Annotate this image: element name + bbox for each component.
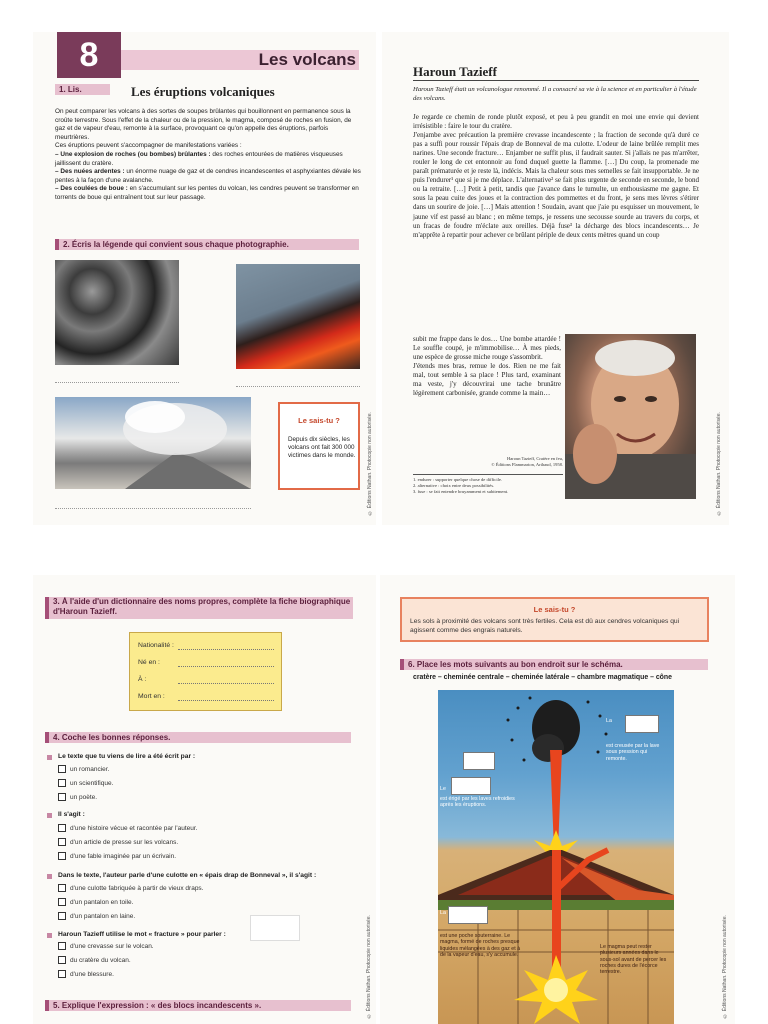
magma-description: Le magma peut rester plusieurs années dans le sous-sol avant de percer les roches dures de l'écorce terrestre. (600, 944, 667, 976)
copyright-note: © Éditions Nathan. Photocopie non autorisée. (716, 412, 722, 516)
nationality-field[interactable] (178, 649, 274, 650)
page-les-volcans (33, 32, 376, 525)
story-paragraph-4: J'étends mes bras, remue le dos. Rien ne me fait mal, tout semble à sa place ! Plus tard, examinant ma veste, j'y découvrirai une tache brunâtre légèrement carbonisée, grande comme la main… (413, 362, 561, 398)
footnote-2: 2. alternative : choix entre deux possibilités. (413, 483, 495, 488)
checkbox[interactable] (58, 912, 66, 920)
fiche-place: À : (138, 676, 147, 683)
chapter-title: Les volcans (258, 50, 356, 69)
fiche-nationality: Nationalité : (138, 642, 174, 649)
option-cratere[interactable]: du cratère du volcan. (58, 956, 131, 966)
checkbox[interactable] (58, 942, 66, 950)
checkbox[interactable] (58, 956, 66, 964)
tazieff-portrait-photo (565, 334, 696, 499)
died-field[interactable] (178, 700, 274, 701)
story-paragraph-3: subit me frappe dans le dos… Une bombe attardée ! Le souffle coupé, je m'immobilise… À mes pieds, une espèce de grosse miche rouge s'assombrit. (413, 335, 561, 362)
place-field[interactable] (178, 683, 274, 684)
option-crevasse[interactable]: d'une crevasse sur le volcan. (58, 942, 154, 952)
bullet-square (47, 755, 52, 760)
page-haroun-tazieff (382, 32, 729, 525)
option-fable[interactable]: d'une fable imaginée par un écrivain. (58, 852, 176, 862)
checkbox[interactable] (58, 898, 66, 906)
portrait-figure (565, 334, 696, 499)
cone-description: est érigé par les laves refroidies après les éruptions. (440, 796, 515, 809)
checkbox[interactable] (58, 852, 66, 860)
group3-question: Dans le texte, l'auteur parle d'une culotte en « épais drap de Bonneval », il s'agit : (58, 872, 317, 879)
footnote-1: 1. endurer : supporter quelque chose de difficile. (413, 477, 503, 482)
footnote-3: 3. fuse : se fait entendre bruyamment et subitement. (413, 489, 509, 494)
checkbox[interactable] (58, 765, 66, 773)
label-la-chamber: La (440, 910, 446, 916)
bullet-square (47, 813, 52, 818)
question-6-label: 6. Place les mots suivants au bon endroit sur le schéma. (400, 659, 708, 670)
checkbox[interactable] (58, 884, 66, 892)
checkbox[interactable] (58, 824, 66, 832)
did-you-know-box (278, 402, 360, 490)
crater-description: est creusée par la lave sous pression qui remonte. (606, 743, 660, 762)
bullet-square (47, 874, 52, 879)
option-blessure[interactable]: d'une blessure. (58, 970, 114, 980)
bullet-square (47, 933, 52, 938)
caption-line-plume[interactable] (55, 508, 251, 509)
section2-label: 2. Écris la légende qui convient sous chaque photographie. (55, 239, 359, 250)
chamber-description: est une poche souterraine. Le magma, formé de roches presque liquides mélangées à des gaz et à de la vapeur d'eau, s'y accumule. (440, 933, 521, 958)
born-field[interactable] (178, 666, 274, 667)
white-patch (250, 915, 300, 941)
section1-title: Les éruptions volcaniques (131, 84, 275, 99)
biography-card (129, 632, 282, 711)
option-article-presse[interactable]: d'un article de presse sur les volcans. (58, 838, 178, 848)
story-main-text (413, 113, 699, 240)
did-you-know-text: Les sols à proximité des volcans sont très fertiles. Cela est dû aux cendres volcaniques qui agissent comme des engrais naturels. (410, 618, 680, 634)
ash-plume-photo (55, 397, 251, 489)
option-romancier[interactable]: un romancier. (58, 765, 109, 775)
option-vieux-draps[interactable]: d'une culotte fabriquée à partir de vieux draps. (58, 884, 204, 894)
fiche-born: Né en : (138, 659, 160, 666)
label-box-magma-chamber[interactable] (448, 906, 488, 924)
label-box-cone[interactable] (451, 777, 491, 795)
option-laine[interactable]: d'un pantalon en laine. (58, 912, 135, 922)
label-box-lateral[interactable] (463, 752, 495, 770)
caption-line-eruption[interactable] (236, 386, 360, 387)
story-paragraph-2: J'enjambe avec précaution la première crevasse incandescente ; la fraction de seconde qu'à duré ce pas a suffi pour roussir l'épais drap de Bonneval de ma culotte. L'odeur de laine brûlée remplit mes narines. Une seconde fracture… Enjamber ne suffit plus, il faudrait sauter. Si j'allais ne pas m'arrêter, rouler le long de cet entonnoir au fond duquel guette la flamme. […] Du coup, la promenade me paraît prématurée et je reste là, indécis. Mais la chaleur sous mes semelles se fait insupportable. Je ne puis l'endurer¹ que si je me déplace. L'alternative² se fait plus urgente de seconde en seconde, le bond ou la retraite. […] Petit à petit, tandis que j'avance dans le tumulte, un enthousiasme me gagne. Et sous la peau cuite des joues et la contraction des pommettes et du front, je sens mes lèvres s'étirer dans un sourire de joie. […] Mais attention ! Soudain, avant que j'aie pu esquisser un mouvement, le jaune vif est passé au blanc ; en même temps, je ressens une secousse sourde au travers du corps, et un fracas de foudre m'éclate aux oreilles. Déjà fuse³ la décharge des blocs incandescents… Je m'apprête à repartir pour achever ce brûlant périple de deux cents mètres quand un coup (413, 131, 699, 239)
option-toile[interactable]: d'un pantalon en toile. (58, 898, 133, 908)
page-title: Haroun Tazieff (413, 64, 497, 79)
page-exercises (33, 575, 376, 1024)
checkbox[interactable] (58, 970, 66, 978)
section1-tag: 1. Lis. (55, 84, 110, 95)
label-le-cone: Le (440, 786, 446, 792)
lead-text: Ces éruptions peuvent s'accompagner de manifestations variées : (55, 142, 242, 150)
bullet-explosion: – Une explosion de roches (ou bombes) brûlantes : des roches entourées de matières visqueuses jaillissent du cratère. (55, 150, 343, 167)
group1-question: Le texte que tu viens de lire a été écrit par : (58, 753, 196, 760)
copyright-note: © Éditions Nathan. Photocopie non autorisée. (722, 915, 728, 1019)
group4-question: Haroun Tazieff utilise le mot « fracture » pour parler : (58, 931, 226, 938)
volcano-cross-section (438, 690, 674, 1024)
lava-photo (55, 260, 179, 365)
caption-line-lava[interactable] (55, 382, 179, 383)
did-you-know-title: Le sais-tu ? (533, 605, 576, 614)
did-you-know-title: Le sais-tu ? (298, 416, 340, 425)
label-box-crater[interactable] (625, 715, 659, 733)
question-3-label: 3. À l'aide d'un dictionnaire des noms propres, complète la fiche biographique d'Haroun Tazieff. (45, 597, 353, 619)
group2-question: Il s'agit : (58, 811, 85, 818)
page-volcano-diagram (380, 575, 735, 1024)
title-divider (413, 80, 699, 81)
checkbox[interactable] (58, 793, 66, 801)
chapter-number-badge: 8 (57, 32, 121, 78)
source-citation: Haroun Tazieff, Cratère en feu, © Éditions Flammarion, Arthaud, 1958. (491, 456, 563, 467)
checkbox[interactable] (58, 838, 66, 846)
word-list: cratère – cheminée centrale – cheminée latérale – chambre magmatique – cône (413, 674, 672, 681)
checkbox[interactable] (58, 779, 66, 787)
question-5-label: 5. Explique l'expression : « des blocs incandescents ». (45, 1000, 351, 1011)
question-4-label: 4. Coche les bonnes réponses. (45, 732, 351, 743)
bullet-nuees: – Des nuées ardentes : un énorme nuage de gaz et de cendres incandescentes et asphyxiantes dévale les pentes à la façon d'une avalanche. (55, 168, 361, 184)
label-la-crater: La (606, 718, 612, 724)
volcano-silhouette (55, 397, 251, 489)
copyright-note: © Éditions Nathan. Photocopie non autorisée. (366, 915, 372, 1019)
intro-paragraph (55, 108, 361, 203)
did-you-know-box (400, 597, 709, 642)
option-scientifique[interactable]: un scientifique. (58, 779, 113, 789)
eruption-photo (236, 264, 360, 369)
fiche-died: Mort en : (138, 693, 165, 700)
option-poete[interactable]: un poète. (58, 793, 97, 803)
option-histoire-vecue[interactable]: d'une histoire vécue et racontée par l'auteur. (58, 824, 198, 834)
story-paragraph-1: Je regarde ce chemin de ronde plutôt exposé, et peu à peu grandit en moi une envie qui devient irrésistible : faire le tour du cratère. (413, 113, 699, 131)
bullet-coulees: – Des coulées de boue : en s'accumulant sur les pentes du volcan, les cendres peuvent se transformer en torrents de boue qui entraînent tout sur leur passage. (55, 185, 359, 201)
intro-text: On peut comparer les volcans à des sortes de soupes brûlantes qui bouillonnent en permanence sous la croûte terrestre. Sous l'effet de la chaleur ou de la pression, le magma, composé de roches en fusion, de gaz et de vapeur d'eau, remonte à la surface, provoquant ce qu'on appelle des éruptions, parfois meurtrières. (55, 108, 352, 141)
copyright-note: © Éditions Nathan. Photocopie non autorisée. (367, 412, 373, 516)
story-side-text (413, 335, 561, 398)
intro-italic: Haroun Tazieff était un volcanologue renommé. Il a consacré sa vie à la science et en particulier à l'étude des volcans. (413, 86, 697, 102)
footnotes (413, 474, 563, 495)
did-you-know-text: Depuis dix siècles, les volcans ont fait 300 000 victimes dans le monde. (288, 436, 356, 460)
